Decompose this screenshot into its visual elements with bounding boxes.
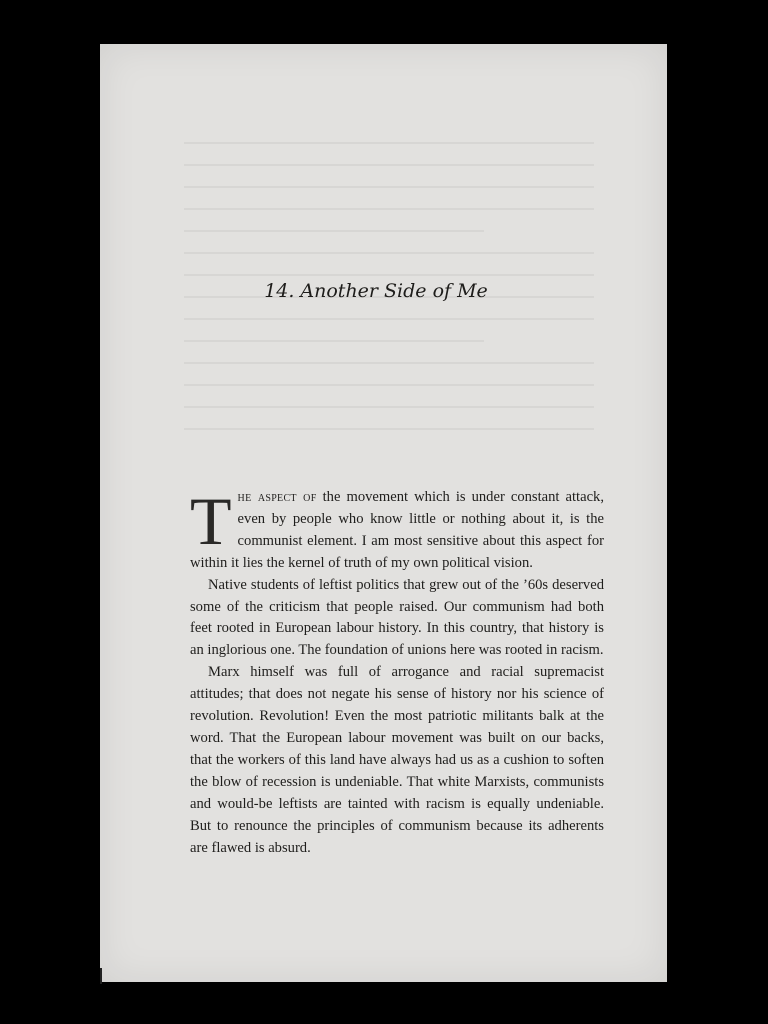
chapter-number: 14. xyxy=(264,280,295,302)
paragraph-2: Native students of leftist politics that grew out of the ’60s deserved some of the criticism that people raised. Our communism had both feet rooted in European labour history. In this country, that history is an inglorious one. The foundation of unions here was rooted in racism. xyxy=(190,576,604,659)
chapter-title-text: Another Side of Me xyxy=(300,280,488,302)
crop-mark xyxy=(100,968,102,984)
show-through-line xyxy=(184,406,594,408)
chapter-body xyxy=(190,483,605,859)
show-through-line xyxy=(184,384,594,386)
show-through-line xyxy=(184,428,594,430)
paragraph-1 xyxy=(190,483,605,575)
show-through-line xyxy=(184,164,594,166)
show-through-line xyxy=(184,142,594,144)
chapter-title xyxy=(186,280,566,302)
show-through-line xyxy=(184,252,594,254)
show-through-line xyxy=(184,318,594,320)
paragraph-1-text: the movement which is under constant attack, even by people who know little or nothing about it, is the communist element. I am most sensitive about this aspect for within it lies the kernel of truth of my own political vision. xyxy=(190,489,605,571)
paragraph-3: Marx himself was full of arrogance and racial supremacist attitudes; that does not negate his sense of history nor his science of revolution. Revolution! Even the most patriotic militants balk at the word. That the European labour movement was built on our backs, that the workers of this land have always had us as a cushion to soften the blow of recession is undeniable. That white Marxists, communists and would-be leftists are tainted with racism is equally undeniable. But to renounce the principles of communism because its adherents are flawed is absurd. xyxy=(190,664,604,856)
show-through-line xyxy=(184,340,484,342)
show-through-line xyxy=(184,186,594,188)
drop-cap: T xyxy=(190,483,232,559)
show-through-line xyxy=(184,230,484,232)
show-through-line xyxy=(184,208,594,210)
show-through-line xyxy=(184,274,594,276)
show-through-line xyxy=(184,362,594,364)
lead-in: he aspect of xyxy=(237,489,317,505)
